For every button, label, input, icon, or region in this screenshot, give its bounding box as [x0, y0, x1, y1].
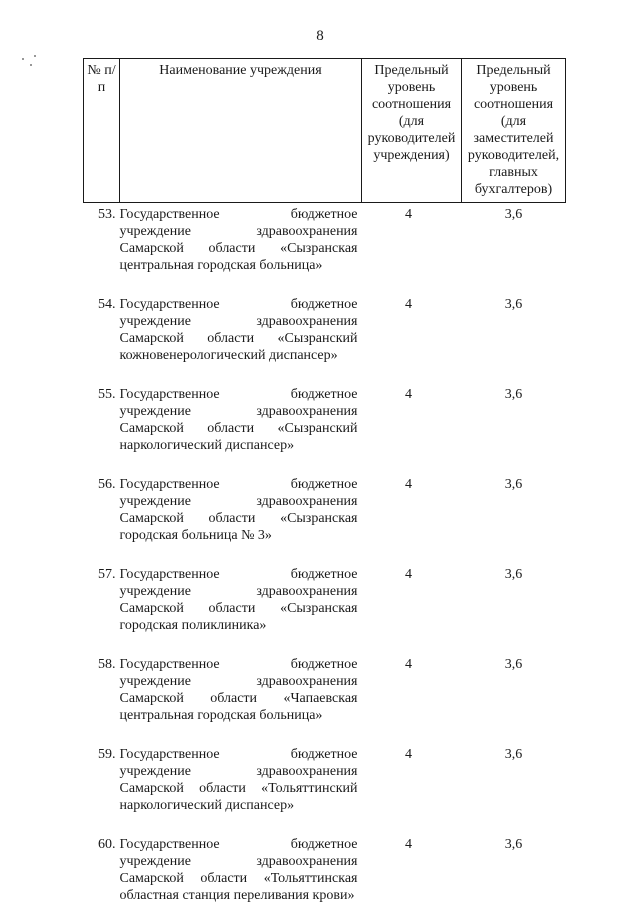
deputy-ratio-value: 3,6 — [462, 832, 566, 922]
scan-speck — [30, 64, 32, 66]
leader-ratio-value: 4 — [362, 382, 462, 472]
row-number: 55. — [84, 382, 120, 472]
leader-ratio-value: 4 — [362, 742, 462, 832]
institution-name: Государственное бюджетное учреждение здравоохранения Самарской области «Сызранский наркологический диспансер» — [120, 382, 362, 472]
table-row — [84, 472, 566, 562]
row-number: 56. — [84, 472, 120, 562]
institution-name: Государственное бюджетное учреждение здравоохранения Самарской области «Сызранская городская поликлиника» — [120, 562, 362, 652]
deputy-ratio-value: 3,6 — [462, 562, 566, 652]
header-deputy-ratio: Предельный уровень соотношения (для заместителей руководителей, главных бухгалтеров) — [462, 59, 566, 203]
deputy-ratio-value: 3,6 — [462, 382, 566, 472]
table-row — [84, 292, 566, 382]
row-number: 57. — [84, 562, 120, 652]
deputy-ratio-value: 3,6 — [462, 652, 566, 742]
leader-ratio-value: 4 — [362, 652, 462, 742]
institution-name: Государственное бюджетное учреждение здравоохранения Самарской области «Сызранская центральная городская больница» — [120, 203, 362, 293]
row-number: 53. — [84, 203, 120, 293]
institution-name: Государственное бюджетное учреждение здравоохранения Самарской области «Чапаевская центральная городская больница» — [120, 652, 362, 742]
institution-name: Государственное бюджетное учреждение здравоохранения Самарской области «Тольяттинский наркологический диспансер» — [120, 742, 362, 832]
scan-speck — [22, 58, 24, 60]
deputy-ratio-value: 3,6 — [462, 203, 566, 293]
row-number: 60. — [84, 832, 120, 922]
table-body — [84, 203, 566, 922]
institution-name: Государственное бюджетное учреждение здравоохранения Самарской области «Сызранская городская больница № 3» — [120, 472, 362, 562]
leader-ratio-value: 4 — [362, 832, 462, 922]
row-number: 58. — [84, 652, 120, 742]
table-row — [84, 742, 566, 832]
leader-ratio-value: 4 — [362, 203, 462, 293]
table-row — [84, 562, 566, 652]
deputy-ratio-value: 3,6 — [462, 292, 566, 382]
header-leader-ratio: Предельный уровень соотношения (для руководителей учреждения) — [362, 59, 462, 203]
row-number: 59. — [84, 742, 120, 832]
table-row — [84, 832, 566, 922]
leader-ratio-value: 4 — [362, 472, 462, 562]
scan-speck — [34, 55, 36, 57]
table-row — [84, 203, 566, 293]
institution-name: Государственное бюджетное учреждение здравоохранения Самарской области «Тольяттинская областная станция переливания крови» — [120, 832, 362, 922]
deputy-ratio-value: 3,6 — [462, 472, 566, 562]
header-num: № п/п — [84, 59, 120, 203]
leader-ratio-value: 4 — [362, 292, 462, 382]
ratio-table — [83, 58, 566, 922]
row-number: 54. — [84, 292, 120, 382]
leader-ratio-value: 4 — [362, 562, 462, 652]
table-row — [84, 652, 566, 742]
page-number: 8 — [0, 28, 640, 45]
table-row — [84, 382, 566, 472]
institution-name: Государственное бюджетное учреждение здравоохранения Самарской области «Сызранский кожновенерологический диспансер» — [120, 292, 362, 382]
table-header — [84, 59, 566, 203]
deputy-ratio-value: 3,6 — [462, 742, 566, 832]
header-name: Наименование учреждения — [120, 59, 362, 203]
